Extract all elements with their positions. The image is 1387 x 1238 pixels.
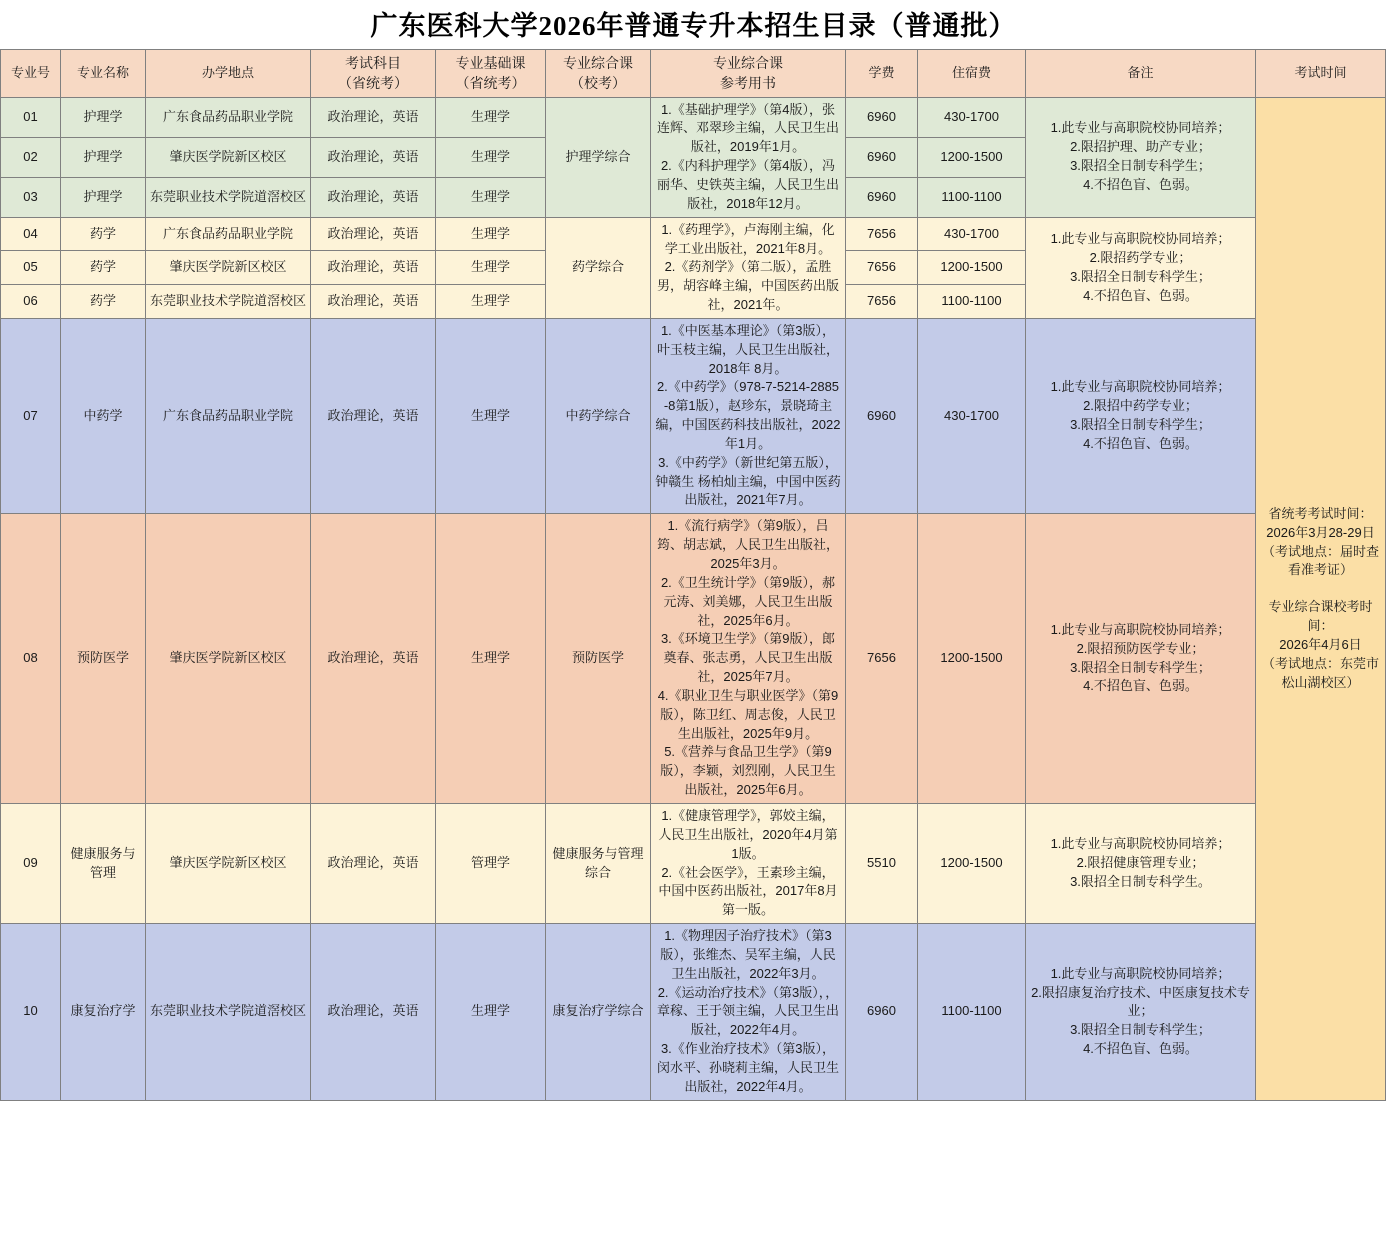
cell-comprehensive-course: 中药学综合 <box>546 318 651 513</box>
cell-campus: 广东食品药品职业学院 <box>146 217 311 251</box>
table-row <box>1 803 1386 923</box>
table-row <box>1 924 1386 1101</box>
cell-campus: 肇庆医学院新区校区 <box>146 251 311 285</box>
exam-time-block2: 专业综合课校考时间： 2026年4月6日 （考试地点：东莞市松山湖校区） <box>1261 599 1379 690</box>
cell-reference-books: 1.《物理因子治疗技术》（第3版），张维杰、吴军主编，人民卫生出版社，2022年3月。 2.《运动治疗技术》（第3版），，章稼、王于领主编，人民卫生出版社，2022年4月。 3.《作业治疗技术》（第3版），闵水平、孙晓莉主编，人民卫生出版社，2022年4月。 <box>651 924 846 1101</box>
cell-comprehensive-course: 康复治疗学综合 <box>546 924 651 1101</box>
cell-major-no: 05 <box>1 251 61 285</box>
exam-time-block1: 省统考考试时间： 2026年3月28-29日 （考试地点：届时查看准考证） <box>1261 505 1379 578</box>
header-remark: 备注 <box>1026 50 1256 98</box>
cell-exam-subject: 政治理论，英语 <box>311 137 436 177</box>
cell-comprehensive-course: 药学综合 <box>546 217 651 318</box>
admissions-catalog-table <box>0 49 1386 1101</box>
cell-exam-subject: 政治理论，英语 <box>311 514 436 804</box>
cell-campus: 广东食品药品职业学院 <box>146 318 311 513</box>
cell-remark: 1.此专业与高职院校协同培养； 2.限招康复治疗技术、中医康复技术专业； 3.限招全日制专科学生； 4.不招色盲、色弱。 <box>1026 924 1256 1101</box>
cell-basic-course: 生理学 <box>436 97 546 137</box>
cell-campus: 广东食品药品职业学院 <box>146 97 311 137</box>
cell-reference-books: 1.《流行病学》（第9版），吕筠、胡志斌，人民卫生出版社，2025年3月。 2.《卫生统计学》（第9版），郝元涛、刘美娜，人民卫生出版社，2025年6月。 3.《环境卫生学》（第9版），郎奠春、张志勇，人民卫生出版社，2025年7月。 4.《职业卫生与职业医学》（第9版），陈卫红、周志俊，人民卫生出版社，2025年9月。 5.《营养与食品卫生学》（第9版），李颖，刘烈刚，人民卫生出版社，2025年6月。 <box>651 514 846 804</box>
cell-major-name: 康复治疗学 <box>61 924 146 1101</box>
header-comp-course-line1: 专业综合课 <box>563 55 633 71</box>
header-books-line2: 参考用书 <box>720 75 776 92</box>
table-body <box>1 97 1386 1100</box>
cell-major-no: 01 <box>1 97 61 137</box>
cell-comprehensive-course: 护理学综合 <box>546 97 651 217</box>
cell-major-name: 药学 <box>61 285 146 319</box>
cell-exam-subject: 政治理论，英语 <box>311 318 436 513</box>
cell-basic-course: 生理学 <box>436 285 546 319</box>
header-dorm-fee: 住宿费 <box>918 50 1026 98</box>
header-basic-course-line2: （省统考） <box>455 75 526 92</box>
cell-remark: 1.此专业与高职院校协同培养； 2.限招预防医学专业； 3.限招全日制专科学生； 4.不招色盲、色弱。 <box>1026 514 1256 804</box>
cell-dorm-fee: 1100-1100 <box>918 177 1026 217</box>
cell-remark: 1.此专业与高职院校协同培养； 2.限招药学专业； 3.限招全日制专科学生； 4.不招色盲、色弱。 <box>1026 217 1256 318</box>
cell-major-no: 04 <box>1 217 61 251</box>
cell-dorm-fee: 1200-1500 <box>918 803 1026 923</box>
cell-tuition: 6960 <box>846 137 918 177</box>
header-basic-course-line1: 专业基础课 <box>455 55 526 71</box>
cell-comprehensive-course: 预防医学 <box>546 514 651 804</box>
cell-tuition: 7656 <box>846 514 918 804</box>
cell-dorm-fee: 1200-1500 <box>918 251 1026 285</box>
cell-major-no: 10 <box>1 924 61 1101</box>
header-reference-books <box>651 50 846 98</box>
cell-basic-course: 生理学 <box>436 251 546 285</box>
cell-dorm-fee: 430-1700 <box>918 217 1026 251</box>
table-row <box>1 514 1386 804</box>
cell-exam-subject: 政治理论，英语 <box>311 97 436 137</box>
cell-major-no: 02 <box>1 137 61 177</box>
cell-major-name: 预防医学 <box>61 514 146 804</box>
cell-tuition: 6960 <box>846 97 918 137</box>
cell-campus: 肇庆医学院新区校区 <box>146 803 311 923</box>
header-comprehensive-course <box>546 50 651 98</box>
cell-major-name: 护理学 <box>61 177 146 217</box>
cell-reference-books: 1.《基础护理学》（第4版），张连辉、邓翠珍主编，人民卫生出版社，2019年1月。 2.《内科护理学》（第4版），冯丽华、史铁英主编，人民卫生出版社，2018年12月。 <box>651 97 846 217</box>
table-header-row <box>1 50 1386 98</box>
cell-tuition: 6960 <box>846 177 918 217</box>
cell-major-no: 03 <box>1 177 61 217</box>
cell-tuition: 7656 <box>846 285 918 319</box>
cell-tuition: 7656 <box>846 217 918 251</box>
cell-exam-subject: 政治理论，英语 <box>311 285 436 319</box>
cell-basic-course: 管理学 <box>436 803 546 923</box>
cell-exam-time <box>1256 97 1386 1100</box>
cell-exam-subject: 政治理论，英语 <box>311 803 436 923</box>
cell-basic-course: 生理学 <box>436 137 546 177</box>
cell-exam-subject: 政治理论，英语 <box>311 177 436 217</box>
cell-reference-books: 1.《药理学》，卢海刚主编，化学工业出版社，2021年8月。 2.《药剂学》（第二版），孟胜男，胡容峰主编，中国医药出版社，2021年。 <box>651 217 846 318</box>
cell-major-name: 护理学 <box>61 137 146 177</box>
header-basic-course <box>436 50 546 98</box>
cell-campus: 肇庆医学院新区校区 <box>146 137 311 177</box>
cell-basic-course: 生理学 <box>436 514 546 804</box>
cell-major-name: 中药学 <box>61 318 146 513</box>
cell-basic-course: 生理学 <box>436 217 546 251</box>
cell-major-no: 09 <box>1 803 61 923</box>
cell-major-name: 药学 <box>61 217 146 251</box>
cell-dorm-fee: 1200-1500 <box>918 137 1026 177</box>
cell-major-no: 08 <box>1 514 61 804</box>
cell-campus: 东莞职业技术学院道滘校区 <box>146 924 311 1101</box>
cell-exam-subject: 政治理论，英语 <box>311 924 436 1101</box>
cell-major-no: 07 <box>1 318 61 513</box>
cell-major-name: 护理学 <box>61 97 146 137</box>
cell-major-name: 健康服务与管理 <box>61 803 146 923</box>
table-row <box>1 97 1386 137</box>
cell-campus: 肇庆医学院新区校区 <box>146 514 311 804</box>
cell-tuition: 6960 <box>846 924 918 1101</box>
header-exam-subject-line1: 考试科目 <box>345 55 401 71</box>
header-exam-subject-line2: （省统考） <box>338 75 408 92</box>
cell-dorm-fee: 430-1700 <box>918 97 1026 137</box>
cell-dorm-fee: 1200-1500 <box>918 514 1026 804</box>
table-row <box>1 318 1386 513</box>
header-major-name: 专业名称 <box>61 50 146 98</box>
cell-reference-books: 1.《健康管理学》，郭姣主编，人民卫生出版社，2020年4月第1版。 2.《社会医学》，王素珍主编，中国中医药出版社，2017年8月第一版。 <box>651 803 846 923</box>
cell-basic-course: 生理学 <box>436 318 546 513</box>
cell-tuition: 7656 <box>846 251 918 285</box>
cell-major-name: 药学 <box>61 251 146 285</box>
page-title: 广东医科大学2026年普通专升本招生目录（普通批） <box>370 11 1017 41</box>
cell-major-no: 06 <box>1 285 61 319</box>
cell-dorm-fee: 1100-1100 <box>918 285 1026 319</box>
cell-tuition: 5510 <box>846 803 918 923</box>
header-tuition: 学费 <box>846 50 918 98</box>
header-exam-subject <box>311 50 436 98</box>
cell-campus: 东莞职业技术学院道滘校区 <box>146 285 311 319</box>
header-exam-time: 考试时间 <box>1256 50 1386 98</box>
cell-basic-course: 生理学 <box>436 177 546 217</box>
header-comp-course-line2: （校考） <box>570 75 626 92</box>
cell-remark: 1.此专业与高职院校协同培养； 2.限招护理、助产专业； 3.限招全日制专科学生； 4.不招色盲、色弱。 <box>1026 97 1256 217</box>
cell-reference-books: 1.《中医基本理论》（第3版），叶玉枝主编，人民卫生出版社，2018年 8月。 2.《中药学》（978-7-5214-2885-8第1版），赵珍东，景晓琦主编，中国医药科技出版社，2022年1月。 3.《中药学》（新世纪第五版），钟赣生 杨柏灿主编，中国中医药出版社，2021年7月。 <box>651 318 846 513</box>
cell-basic-course: 生理学 <box>436 924 546 1101</box>
cell-remark: 1.此专业与高职院校协同培养； 2.限招中药学专业； 3.限招全日制专科学生； 4.不招色盲、色弱。 <box>1026 318 1256 513</box>
cell-campus: 东莞职业技术学院道滘校区 <box>146 177 311 217</box>
cell-comprehensive-course: 健康服务与管理综合 <box>546 803 651 923</box>
cell-exam-subject: 政治理论，英语 <box>311 217 436 251</box>
header-books-line1: 专业综合课 <box>713 55 783 71</box>
cell-exam-subject: 政治理论，英语 <box>311 251 436 285</box>
header-major-no: 专业号 <box>1 50 61 98</box>
cell-remark: 1.此专业与高职院校协同培养； 2.限招健康管理专业； 3.限招全日制专科学生。 <box>1026 803 1256 923</box>
header-campus: 办学地点 <box>146 50 311 98</box>
cell-tuition: 6960 <box>846 318 918 513</box>
table-row <box>1 217 1386 251</box>
cell-dorm-fee: 430-1700 <box>918 318 1026 513</box>
cell-dorm-fee: 1100-1100 <box>918 924 1026 1101</box>
